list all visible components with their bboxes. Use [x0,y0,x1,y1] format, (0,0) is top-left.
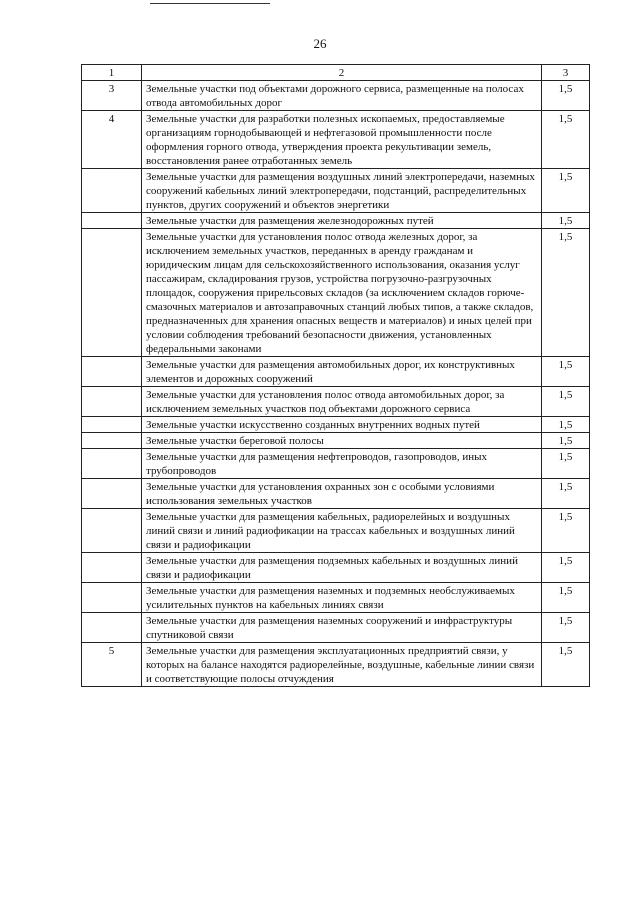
table-row [82,643,590,687]
row-number [82,169,142,213]
row-number [82,613,142,643]
table-row [82,509,590,553]
row-description: Земельные участки для размещения нефтепроводов, газопроводов, иных трубопроводов [142,449,542,479]
row-value: 1,5 [542,643,590,687]
header-cell-1: 1 [82,65,142,81]
tariff-table [81,64,590,687]
table-row [82,357,590,387]
row-number [82,583,142,613]
row-description: Земельные участки береговой полосы [142,433,542,449]
row-value: 1,5 [542,553,590,583]
row-description: Земельные участки для размещения железнодорожных путей [142,213,542,229]
row-number: 5 [82,643,142,687]
row-number [82,213,142,229]
row-description: Земельные участки для размещения наземных и подземных необслуживаемых усилительных пунктов на кабельных линиях связи [142,583,542,613]
row-description: Земельные участки для размещения эксплуатационных предприятий связи, у которых на балансе находятся радиорелейные, воздушные, кабельные линии связи и соответствующие полосы отчуждения [142,643,542,687]
row-description: Земельные участки для размещения воздушных линий электропередачи, наземных сооружений кабельных линий электропередачи, подстанций, распределительных пунктов, других сооружений и объектов энергетики [142,169,542,213]
row-value: 1,5 [542,417,590,433]
table-row [82,169,590,213]
row-value: 1,5 [542,479,590,509]
row-value: 1,5 [542,213,590,229]
row-value: 1,5 [542,583,590,613]
row-number [82,229,142,357]
row-number: 4 [82,111,142,169]
table-row [82,111,590,169]
table-row [82,213,590,229]
row-number [82,553,142,583]
row-number: 3 [82,81,142,111]
table-row [82,81,590,111]
row-value: 1,5 [542,387,590,417]
row-description: Земельные участки для размещения наземных сооружений и инфраструктуры спутниковой связи [142,613,542,643]
row-description: Земельные участки для установления охранных зон с особыми условиями использования земельных участков [142,479,542,509]
table-row [82,613,590,643]
table-row [82,553,590,583]
row-value: 1,5 [542,433,590,449]
row-number [82,449,142,479]
row-description: Земельные участки для установления полос отвода автомобильных дорог, за исключением земельных участков под объектами дорожного сервиса [142,387,542,417]
row-description: Земельные участки искусственно созданных внутренних водных путей [142,417,542,433]
table-row [82,387,590,417]
row-number [82,479,142,509]
top-rule [150,3,270,4]
page-number: 26 [313,36,327,51]
header-cell-2: 2 [142,65,542,81]
row-number [82,417,142,433]
header-cell-3: 3 [542,65,590,81]
row-number [82,387,142,417]
row-description: Земельные участки для размещения кабельных, радиорелейных и воздушных линий связи и линий радиофикации на трассах кабельных и воздушных линий связи и радиофикации [142,509,542,553]
table-row [82,449,590,479]
row-description: Земельные участки для установления полос отвода железных дорог, за исключением земельных участков, переданных в аренду гражданам и юридическим лицам для сельскохозяйственного использования, оказания услуг пассажирам, складирования грузов, устройства погрузочно-разгрузочных площадок, сооружения прирельсовых складов (за исключением складов горюче-смазочных материалов и автозаправочных станций любых типов, а также складов, предназначенных для хранения опасных веществ и материалов) и иных целей при условии соблюдения требований безопасности движения, установленных федеральными законами [142,229,542,357]
row-value: 1,5 [542,169,590,213]
table-row [82,433,590,449]
row-number [82,509,142,553]
row-number [82,433,142,449]
row-number [82,357,142,387]
row-description: Земельные участки для размещения автомобильных дорог, их конструктивных элементов и дорожных сооружений [142,357,542,387]
row-value: 1,5 [542,111,590,169]
row-value: 1,5 [542,229,590,357]
table-row [82,583,590,613]
row-description: Земельные участки для разработки полезных ископаемых, предоставляемые организациям горнодобывающей и нефтегазовой промышленности после оформления горного отвода, утверждения проекта рекультивации земель, восстановления ранее отработанных земель [142,111,542,169]
row-value: 1,5 [542,613,590,643]
row-description: Земельные участки для размещения подземных кабельных и воздушных линий связи и радиофикации [142,553,542,583]
table-row [82,417,590,433]
row-value: 1,5 [542,357,590,387]
table-row [82,229,590,357]
row-value: 1,5 [542,81,590,111]
row-value: 1,5 [542,449,590,479]
table-header-row [82,65,590,81]
row-value: 1,5 [542,509,590,553]
row-description: Земельные участки под объектами дорожного сервиса, размещенные на полосах отвода автомобильных дорог [142,81,542,111]
table-row [82,479,590,509]
